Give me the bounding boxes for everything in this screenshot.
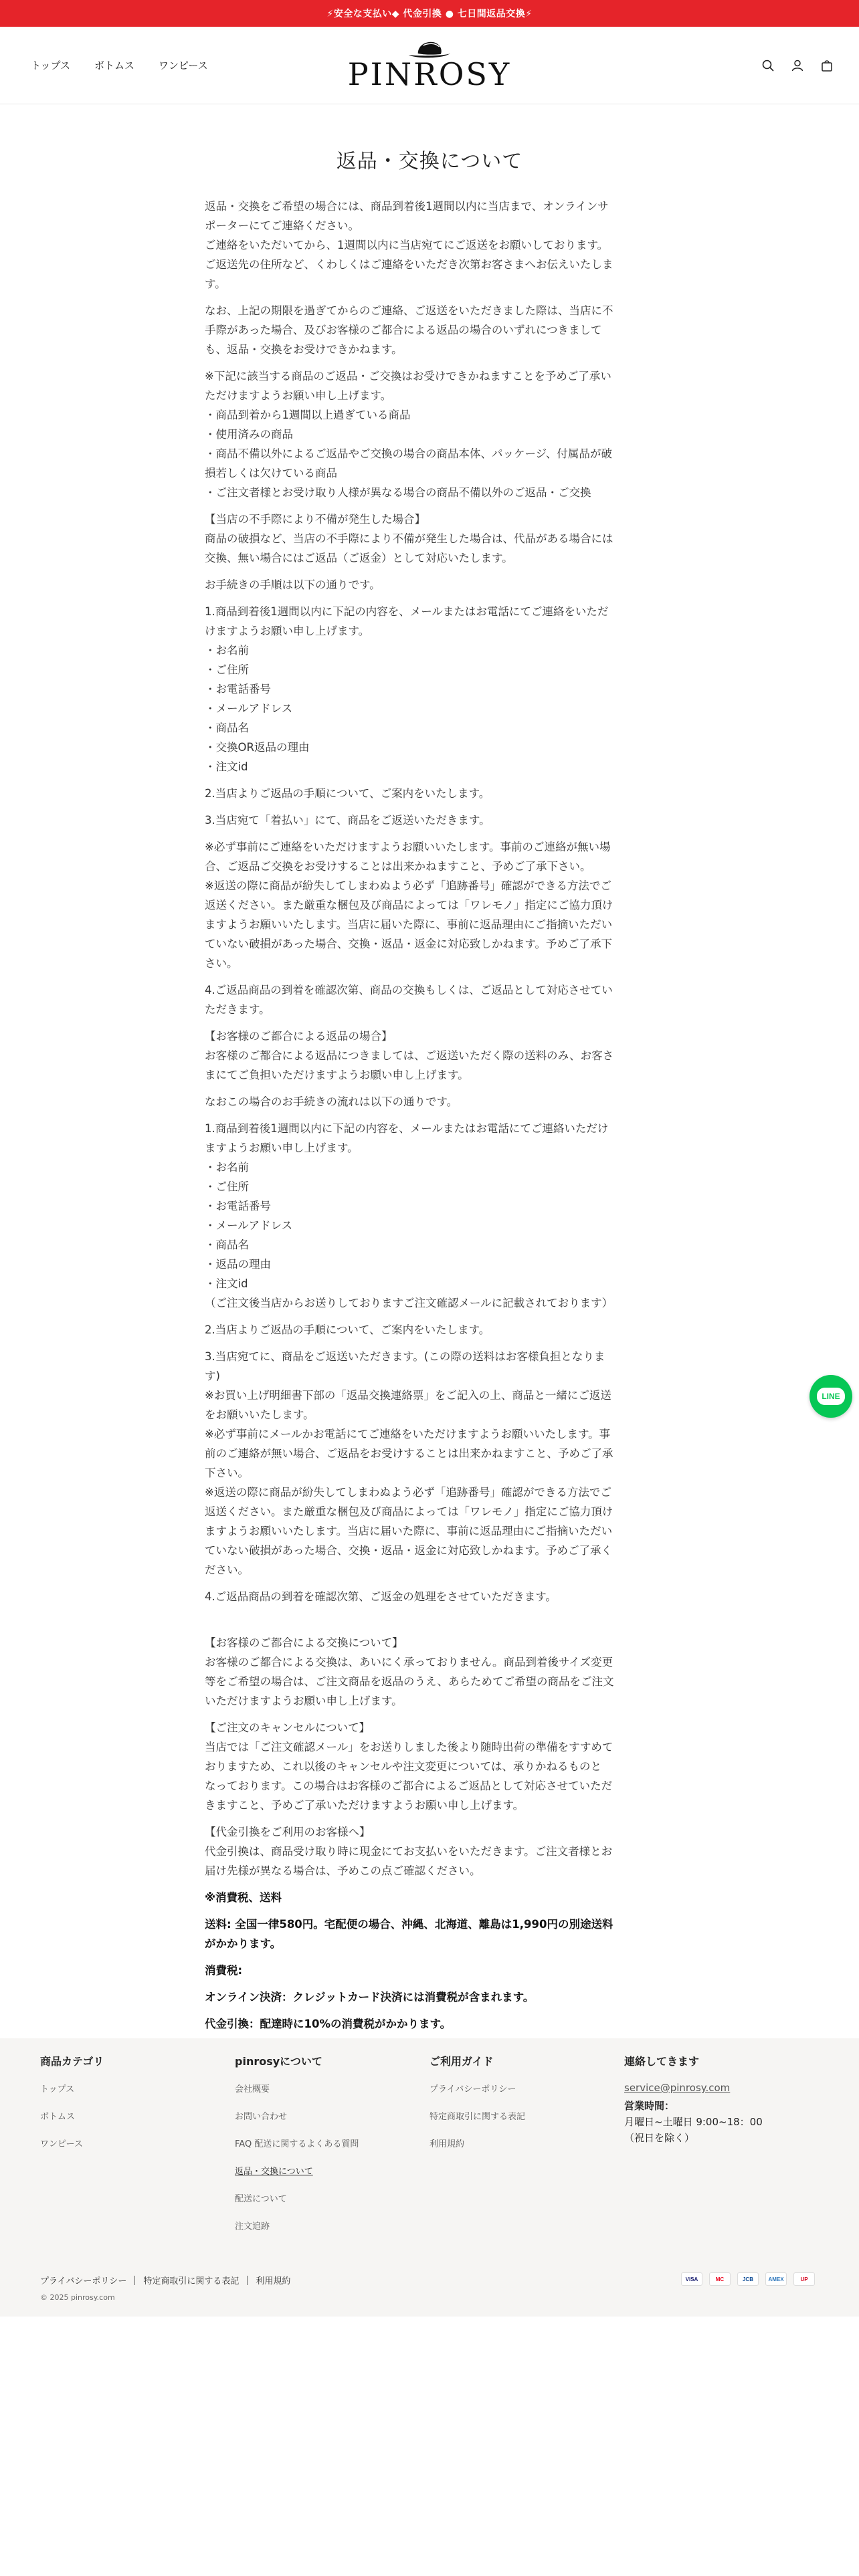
text-line: ・注文id <box>205 1277 248 1290</box>
text-line: ・メールアドレス <box>205 1219 293 1232</box>
text-line: 送料: 全国一律580円。宅配便の場合、沖縄、北海道、離島は1,990円の別途送料 <box>205 1918 613 1931</box>
text-line: お手続きの手順は以下の通りです。 <box>205 578 381 591</box>
text-line: ・商品不備以外によるご返品やご交換の場合の商品本体、パッケージ、付属品が破 <box>205 447 612 460</box>
text-line: 返送ください。また厳重な梱包及び商品によっては「ワレモノ」指定にご協力頂け <box>205 899 613 911</box>
text-line: ・商品名 <box>205 722 249 734</box>
text-line: 3.当店宛てに、商品をご返送いただきます。(この際の送料はお客様負担となりま <box>205 1350 605 1363</box>
text-line: 当店では「ご注文確認メール」をお送りしました後より随時出荷の準備をすすめて <box>205 1741 613 1753</box>
header-actions <box>761 27 834 104</box>
payment-up-icon: UP <box>793 2272 815 2286</box>
text-line: 交換、無い場合にはご返品（ご返金）として対応いたします。 <box>205 552 513 564</box>
text-line: ますようお願いいたします。当店に届いた際に、事前に返品理由にご指摘いただい <box>205 918 613 931</box>
payment-jcb-icon: JCB <box>737 2272 759 2286</box>
footer-link-bottoms[interactable]: ボトムス <box>40 2112 76 2122</box>
text-line: 等をご希望の場合は、ご注文商品を返品のうえ、あらためてご希望の商品をご注文 <box>205 1675 614 1688</box>
text-line: 4.ご返品商品の到着を確認次第、商品の交換もしくは、ご返品として対応させてい <box>205 984 613 996</box>
payment-visa-icon: VISA <box>681 2272 702 2286</box>
text-line: ださい。 <box>205 1564 249 1576</box>
text-line: さい。 <box>205 957 238 970</box>
brand-logo[interactable] <box>348 39 512 91</box>
payment-mc-icon: MC <box>709 2272 731 2286</box>
text-line: （ご注文後当店からお送りしておりますご注文確認メールに記載されております） <box>205 1297 613 1309</box>
footer-bottom <box>40 2274 290 2302</box>
text-line: ・ご住所 <box>205 1180 249 1193</box>
text-line: ・注文id <box>205 760 248 773</box>
text-line: ますようお願い申し上げます。 <box>205 1142 359 1154</box>
policy-paragraph <box>205 602 654 776</box>
text-line: ただきます。 <box>205 1003 270 1016</box>
text-line: ・商品到着から1週間以上過ぎている商品 <box>205 409 411 421</box>
footer-col-guide <box>430 2053 624 2246</box>
text-line: いただけますようお願い申し上げます。 <box>205 1695 403 1707</box>
footer-link-order-tracking[interactable]: 注文追跡 <box>235 2222 270 2232</box>
text-line: す) <box>205 1370 220 1382</box>
page-title: 返品・交換について <box>336 150 523 173</box>
policy-paragraph <box>205 837 654 973</box>
text-line: 合、ご返品ご交換をお受けすることは出来かねますこと、予めご了承下さい。 <box>205 860 591 873</box>
announcement-bar <box>0 0 859 27</box>
policy-paragraph <box>205 1587 654 1606</box>
text-line: ・お名前 <box>205 1161 249 1174</box>
main-nav <box>31 58 208 72</box>
text-line: 【当店の不手際により不備が発生した場合】 <box>205 513 425 526</box>
text-line: 2.当店よりご返品の手順について、ご案内をいたします。 <box>205 787 490 800</box>
legal-links <box>40 2274 290 2286</box>
text-line: ※必ず事前にメールかお電話にてご連絡をいただけますようお願いいたします。事 <box>205 1428 611 1440</box>
text-line: 【お客様のご都合による交換について】 <box>205 1636 403 1649</box>
search-icon[interactable] <box>761 59 775 72</box>
tax-shipping-paragraph <box>205 1888 654 1907</box>
footer-heading-about: pinrosyについて <box>235 2055 322 2068</box>
text-line: ポーターにてご連絡ください。 <box>205 219 359 232</box>
text-line: 手際があった場合、及びお客様のご都合による返品の場合のいずれにつきまして <box>205 324 602 336</box>
text-line: 返品・交換をご希望の場合には、商品到着後1週間以内に当店まで、オンラインサ <box>205 200 609 213</box>
policy-paragraph <box>205 510 654 568</box>
text-line: 【代金引換をご利用のお客様へ】 <box>205 1826 371 1838</box>
nav-dresses[interactable]: ワンピース <box>158 60 208 72</box>
policy-paragraph <box>205 575 654 595</box>
footer-col-about <box>235 2053 430 2246</box>
policy-paragraph <box>205 1027 654 1085</box>
text-line: なお、上記の期限を過ぎてからのご連絡、ご返送をいただきました際は、当店に不 <box>205 304 613 317</box>
text-line: 1.商品到着後1週間以内に下記の内容を、メールまたはお電話にてご連絡いただけ <box>205 1122 609 1135</box>
text-line: ・ご住所 <box>205 663 249 676</box>
text-line: 代金引換：配達時に10%の消費税がかかります。 <box>205 2018 452 2030</box>
footer-heading-guide: ご利用ガイド <box>430 2055 494 2068</box>
text-line: まにてご負担いただけますようお願い申し上げます。 <box>205 1069 469 1081</box>
policy-paragraph <box>205 301 654 359</box>
footer-link-company[interactable]: 会社概要 <box>235 2084 270 2095</box>
text-line: ※返送の際に商品が紛失してしまわぬよう必ず「追跡番号」確認ができる方法でご <box>205 879 611 892</box>
text-line: ※消費税、送料 <box>205 1891 282 1904</box>
contact-email-link[interactable]: service@pinrosy.com <box>624 2082 731 2094</box>
text-line: ※お買い上げ明細書下部の「返品交換連絡票」をご記入の上、商品と一緒にご返送 <box>205 1389 611 1402</box>
business-hours-note: （祝日を除く） <box>624 2132 695 2144</box>
text-line: 2.当店よりご返品の手順について、ご案内をいたします。 <box>205 1323 490 1336</box>
text-line: ※下記に該当する商品のご返品・ご交換はお受けできかねますことを予めご了承い <box>205 370 611 383</box>
text-line: 【お客様のご都合による返品の場合】 <box>205 1030 393 1043</box>
text-line: なっております。この場合はお客様のご都合によるご返品として対応させていただ <box>205 1780 613 1792</box>
text-line: 消費税: <box>205 1964 243 1977</box>
footer-heading-contact: 連絡してきます <box>624 2055 700 2068</box>
cart-icon[interactable] <box>820 59 834 72</box>
legal-divider <box>247 2276 248 2285</box>
text-line: お客様のご都合による交換は、あいにく承っておりません。商品到着後サイズ変更 <box>205 1656 613 1669</box>
text-line: ていない破損があった場合、交換・返品・返金に対応致しかねます。予めご了承下 <box>205 938 613 950</box>
text-line: も、返品・交換をお受けできかねます。 <box>205 343 403 356</box>
text-line: お客様のご都合による返品につきましては、ご返送いただく際の送料のみ、お客さ <box>205 1049 614 1062</box>
account-icon[interactable] <box>791 59 804 72</box>
footer-heading-categories: 商品カテゴリ <box>40 2055 104 2068</box>
text-line: 【ご注文のキャンセルについて】 <box>205 1721 371 1734</box>
policy-paragraph <box>205 1614 654 1711</box>
text-line: ・お電話番号 <box>205 683 271 695</box>
policy-paragraph <box>205 1320 654 1339</box>
footer-columns <box>0 2053 859 2246</box>
text-line: きますこと、予めご了承いただけますようお願い申し上げます。 <box>205 1799 524 1812</box>
footer-link-privacy[interactable]: プライバシーポリシー <box>430 2084 516 2095</box>
footer-link-faq[interactable]: FAQ 配送に関するよくある質問 <box>235 2139 359 2149</box>
policy-paragraph <box>205 1092 654 1111</box>
footer-link-commerce-law[interactable]: 特定商取引に関する表記 <box>430 2112 526 2122</box>
text-line: 4.ご返品商品の到着を確認次第、ご返金の処理をさせていただきます。 <box>205 1590 557 1603</box>
business-hours-days: 月曜日~土曜日 9:00~18：00 <box>624 2116 763 2128</box>
footer-link-tops[interactable]: トップス <box>40 2084 75 2095</box>
text-line: ・商品名 <box>205 1239 249 1251</box>
text-line: 前のご連絡が無い場合、ご返品をお受けすることは出来かねますこと、予めご了承 <box>205 1447 613 1460</box>
footer-link-shipping[interactable]: 配送について <box>235 2194 287 2204</box>
policy-text <box>205 197 654 1881</box>
legal-divider <box>134 2276 135 2285</box>
text-line: 届け先様が異なる場合は、予めこの点ご確認ください。 <box>205 1864 481 1877</box>
business-hours-label: 営業時間： <box>624 2100 675 2112</box>
text-line: 代金引換は、商品受け取り時に現金にてお支払いをいただきます。ご注文者様とお <box>205 1845 613 1858</box>
tax-shipping-info <box>205 1888 654 2034</box>
text-line: 返送ください。また厳重な梱包及び商品によっては「ワレモノ」指定にご協力頂け <box>205 1505 613 1518</box>
text-line: けますようお願い申し上げます。 <box>205 625 370 637</box>
text-line: ただけますようお願い申し上げます。 <box>205 389 392 402</box>
policy-paragraph <box>205 197 654 294</box>
text-line: ていない破損があった場合、交換・返品・返金に対応致しかねます。予めご了承く <box>205 1544 613 1557</box>
text-line: ・お電話番号 <box>205 1200 271 1212</box>
footer-link-contact[interactable]: お問い合わせ <box>235 2112 288 2122</box>
text-line: 損若しくは欠けている商品 <box>205 467 337 479</box>
payment-amex-icon: AMEX <box>765 2272 787 2286</box>
copyright: © 2025 pinrosy.com <box>40 2293 115 2302</box>
text-line: 1.商品到着後1週間以内に下記の内容を、メールまたはお電話にてご連絡をいただ <box>205 605 609 618</box>
legal-link-terms[interactable]: 利用規約 <box>256 2276 291 2286</box>
footer-link-returns[interactable]: 返品・交換について <box>235 2167 313 2177</box>
legal-link-commerce-law[interactable]: 特定商取引に関する表記 <box>143 2276 240 2286</box>
text-line: ※必ず事前にご連絡をいただけますようお願いいたします。事前のご連絡が無い場 <box>205 841 611 853</box>
footer-link-dresses[interactable]: ワンピース <box>40 2139 83 2149</box>
nav-tops[interactable]: トップス <box>31 60 70 72</box>
line-chat-label: LINE <box>817 1388 844 1405</box>
tax-shipping-paragraph <box>205 1988 654 2007</box>
text-line: ますようお願いいたします。当店に届いた際に、事前に返品理由にご指摘いただい <box>205 1525 613 1537</box>
text-line: をお願いいたします。 <box>205 1408 314 1421</box>
footer-link-terms[interactable]: 利用規約 <box>430 2139 465 2149</box>
text-line: ※返送の際に商品が紛失してしまわぬよう必ず「追跡番号」確認ができる方法でご <box>205 1486 611 1499</box>
announcement-text: ⚡安全な支払い◆ 代金引換 ● 七日間返品交換⚡ <box>326 9 533 19</box>
policy-paragraph <box>205 1119 654 1313</box>
brand-name: PINROSY <box>347 56 512 92</box>
text-line: 3.当店宛て「着払い」にて、商品をご返送いただきます。 <box>205 814 490 827</box>
policy-paragraph <box>205 980 654 1019</box>
text-line: ご連絡をいただいてから、1週間以内に当店宛てにご返送をお願いしております。 <box>205 239 609 251</box>
text-line: おりますため、これ以後のキャンセルや注文変更については、承りかねるものと <box>205 1760 602 1773</box>
text-line: 商品の破損など、当店の不手際により不備が発生した場合は、代品がある場合には <box>205 532 613 545</box>
text-line: ・お名前 <box>205 644 249 657</box>
legal-link-privacy[interactable]: プライバシーポリシー <box>40 2276 127 2286</box>
policy-paragraph <box>205 784 654 803</box>
policy-paragraph <box>205 366 654 502</box>
text-line: ・使用済みの商品 <box>205 428 293 441</box>
text-line: がかかります。 <box>205 1937 282 1950</box>
tax-shipping-paragraph <box>205 1915 654 1953</box>
site-footer <box>0 2038 859 2317</box>
main-content <box>205 104 654 2034</box>
text-line: ・メールアドレス <box>205 702 293 715</box>
policy-paragraph <box>205 1718 654 1815</box>
nav-bottoms[interactable]: ボトムス <box>94 60 134 72</box>
line-chat-button[interactable] <box>809 1375 852 1418</box>
text-line: 下さい。 <box>205 1467 249 1479</box>
payment-icons <box>681 2272 815 2286</box>
text-line: す。 <box>205 278 226 290</box>
tax-shipping-paragraph <box>205 2014 654 2034</box>
site-header <box>0 27 859 104</box>
policy-paragraph <box>205 1347 654 1580</box>
tax-shipping-paragraph <box>205 1961 654 1980</box>
footer-col-categories <box>40 2053 235 2246</box>
footer-col-contact <box>624 2053 819 2246</box>
text-line: ・ご注文者様とお受け取り人様が異なる場合の商品不備以外のご返品・ご交換 <box>205 486 591 499</box>
text-line: オンライン決済：クレジットカード決済には消費税が含まれます。 <box>205 1991 535 2004</box>
text-line <box>205 1614 654 1633</box>
text-line: ・交換OR返品の理由 <box>205 741 310 754</box>
text-line: ・返品の理由 <box>205 1258 271 1271</box>
policy-paragraph <box>205 811 654 830</box>
policy-paragraph <box>205 1822 654 1881</box>
text-line: ご返送先の住所など、くわしくはご連絡をいただき次第お客さまへお伝えいたしま <box>205 258 613 271</box>
text-line: なおこの場合のお手続きの流れは以下の通りです。 <box>205 1095 458 1108</box>
